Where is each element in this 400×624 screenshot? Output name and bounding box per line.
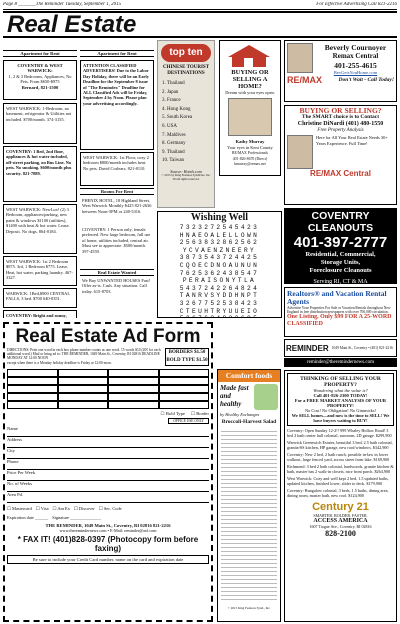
christine-ad	[284, 105, 397, 205]
border-option[interactable]: ☐ Border	[190, 411, 209, 416]
cleanouts-service: Storage Units,	[320, 259, 361, 266]
century21-phone: 828-2100	[325, 529, 356, 538]
coventry-ad-body: 1, 2 & 3 Bedrooms, Appliances, No Pets. From $650-$975	[8, 73, 72, 85]
agent-email: kmurray@remax.net	[234, 162, 266, 167]
form-field[interactable]	[7, 470, 209, 481]
reminder-ad-title: THINKING OF SELLING YOUR PROPERTY?	[300, 376, 381, 388]
fax-line: * FAX IT! (401)828-0397 (Photocopy form before faxing)	[17, 535, 199, 553]
ad-text: WEST WARWICK: 1st 2 Bedroom $875. 3rd, 1 Bedroom $775. Lease, Heat, hot water, parking laundry. 467-3327.	[6, 259, 73, 281]
wishing-well-row: 7323272545423	[179, 224, 260, 231]
wishing-well-row: CQOECDNOAUNUN	[179, 261, 260, 269]
column-header: Apartment for Rent	[3, 50, 77, 57]
wishing-well-row: 5437242264824	[179, 284, 260, 292]
classified-ad	[80, 225, 154, 269]
top-ten-box	[157, 40, 215, 208]
word-box[interactable]	[159, 401, 210, 409]
ad-text: WARWICK: 1Bed,$900 CENTRAL FALLS, 3 bed. $700 640-0351.	[6, 291, 70, 302]
buying-ad-title: BUYING OR SELLING A HOME?	[231, 69, 269, 90]
wishing-well-row: CTEUHTRYUUEIO	[179, 307, 260, 315]
word-box[interactable]	[7, 401, 58, 409]
word-box[interactable]	[108, 401, 159, 409]
classified-ad	[3, 256, 77, 286]
classified-ad	[80, 152, 154, 186]
word-box[interactable]	[108, 377, 159, 385]
word-box[interactable]	[159, 369, 210, 377]
payment-option[interactable]: ☐ Mastercard	[7, 506, 32, 511]
form-field[interactable]	[7, 481, 209, 492]
top-ten-item: 7. Maldives	[162, 132, 186, 138]
form-field-label: Price Per Week	[7, 470, 36, 475]
holiday-text: except when there is a Monday holiday deadline is Friday at 12:00 noon.	[7, 360, 112, 365]
agent-photo	[228, 98, 272, 136]
wishing-well-title: Wishing Well	[190, 212, 249, 223]
top-ten-item: 5. South Korea	[162, 115, 193, 121]
beverly-name: Beverly Cournoyer	[324, 43, 387, 52]
realtors-listing: One Listing, Only $99 FOR A 25-WORD CLASSIFIED	[287, 314, 392, 328]
ad-text: COVENTRY: 1 Bed, 2nd floor, appliances & hot water included, off-street parking, on Bus Line. No pets. No smoking. $600/month plus security. 821-7889.	[6, 149, 72, 176]
ad-text: WEST WARWICK: NewLux! (2) 3 Bedroom, appliances/parking, new paint & windows $1100 (utilities), $1400 with heat & hot water. Lease. Deposit. No dogs. 864-0184.	[6, 207, 70, 234]
signature-label: Signature	[52, 515, 70, 520]
price-box	[165, 348, 209, 366]
word-grid	[7, 369, 209, 409]
word-box[interactable]	[58, 369, 109, 377]
agent-photo	[287, 43, 313, 73]
comfort-foods-credit: © 2015 King Features Synd., Inc.	[227, 606, 271, 610]
cleanouts-services	[286, 251, 395, 275]
christine-name: Christine DiNardi (401) 480-1550	[297, 120, 384, 127]
coventry-ad-title: COVENTRY & WEST WARWICK:	[17, 63, 63, 74]
section-banner	[3, 11, 397, 38]
payment-option[interactable]: ☐ Am Ex	[52, 506, 70, 511]
word-box[interactable]	[58, 385, 109, 393]
wanted-header: Real Estate Wanted	[80, 269, 154, 276]
form-field-label: Address	[7, 437, 23, 442]
century21-company: ACCESS AMERICA	[313, 518, 368, 524]
form-field-label: Area Pd.	[7, 492, 24, 497]
word-box[interactable]	[159, 393, 210, 401]
word-box[interactable]	[7, 393, 58, 401]
recipe-text	[221, 428, 277, 603]
attention-notice	[80, 60, 154, 150]
wishing-well-row: 2563832862562	[179, 239, 260, 247]
ad-text: We Buy UNWANTED HOUSES Fast! Offer as-is. Cash. Any situation. Call today. 615-8703.	[82, 278, 151, 294]
wishing-well-row	[158, 315, 281, 318]
fax-note: Be sure to include your Credit Card number, name on the card and expiration date	[7, 555, 209, 564]
bold-price: BOLD TYPE $1.50	[166, 358, 208, 363]
listing-item: Coventry: New 2 bed, 2 bath ranch, possible in-law in lower walkout, large fenced yard, across street from lake. $169,900	[287, 452, 390, 462]
top-ten-item: 10. Taiwan	[162, 158, 185, 164]
christine-title: BUYING OR SELLING?	[299, 106, 382, 115]
agent-name: Kathy Murray	[235, 139, 265, 145]
ad-text: WEST WARWICK: 1-Bedroom, no basement, refrigerator & Utilities not included. $700/month. 374-3155.	[6, 106, 72, 122]
word-box[interactable]	[108, 385, 159, 393]
top-ten-title: top ten	[161, 44, 211, 62]
form-fields	[7, 426, 209, 503]
cleanouts-footer: Serving RI, CT & MA	[313, 279, 368, 284]
listing-item: West Warwick: Cozy and well kept 2 bed, 1.5 updated baths, updated kitchen, finished lower, slider to deck. $179,900	[287, 476, 389, 486]
top-ten-item: 8. Germany	[162, 141, 186, 147]
wishing-well-row: TANRVSYDDHNPT	[179, 292, 260, 300]
bold-type-option[interactable]: ☐ Bold Type	[160, 411, 185, 416]
payment-options	[7, 506, 209, 512]
top-ten-list	[158, 77, 214, 169]
property-listings	[287, 428, 394, 498]
listing-item: Richmond: 3 bed 2 bath colonial, hardwoods, granite kitchen & bath, master has 2 walk-in closets, nice front porch. $264,900	[287, 464, 394, 474]
ad-form-instructions	[7, 348, 162, 366]
instructions-text: DIRECTIONS: Print one word in each box phone number counts as one word. 15 words $10 (20¢ for each additional word.) Mail or bring ad to: THE REMINDER, 1049 Main St., Coventry, RI 02816 DEADLINE MONDAY AT 12:00 NOON	[7, 348, 161, 361]
ad-text: PHENIX HOTEL, 18 Highland Street, West Warwick Monthly $425 821-2636 between Noon-5PM or 240-5316.	[82, 198, 152, 214]
beverly-phone: 401-255-4615	[334, 61, 377, 70]
page-header-bar	[3, 2, 397, 10]
classified-ad	[80, 196, 154, 224]
realtors-title: Realtors® and Vacation Rental Agents	[287, 289, 387, 306]
top-ten-item: 4. Hong Kong	[162, 106, 191, 112]
form-field[interactable]	[7, 437, 209, 448]
christine-note: Here for All Your Real Estate Needs 30+ Years Experience. Full Time!	[316, 135, 388, 146]
realtors-body: Advertise Your Properties For Sale or Vacation Rentals throughout New England in free distribution newspapers with over 700,000 circulation.	[287, 306, 391, 315]
ad-text: WEST WARWICK: 1st Floor, cozy 2 bedroom $800/month includes heat. No pets. David Corlears. 821-8110.	[83, 155, 149, 171]
comfort-foods-title: Comfort foods	[218, 370, 280, 382]
reminder-address: 1049 Main St., Coventry • (401) 821-2216	[331, 346, 393, 350]
border-label: Border	[196, 411, 209, 416]
food-photo	[254, 384, 278, 410]
reminder-ad-line3: For a FREE MARKET ANALYSIS OF YOUR PROPERTY!	[294, 398, 387, 408]
buying-ad-sub: Dream with your eyes open.	[225, 90, 275, 95]
top-ten-item: 6. USA	[162, 123, 178, 129]
payment-option[interactable]: ☐ Sec. Code	[98, 506, 122, 511]
realtors-ad	[284, 287, 397, 337]
agent-phone: 401-826-8670 (Direct)	[232, 156, 268, 161]
column-header: Apartment for Rent	[80, 50, 154, 57]
word-box[interactable]	[108, 393, 159, 401]
agent-tagline: Your eyes in Kent County	[227, 144, 273, 150]
form-field[interactable]	[7, 459, 209, 470]
classified-ad	[3, 288, 77, 308]
top-ten-item: 1. Thailand	[162, 81, 185, 86]
payment-option[interactable]: ☐ Discover	[73, 506, 95, 511]
wishing-well-row: 3873543724425	[179, 254, 260, 262]
wishing-well-row: 7625362438547	[179, 269, 260, 277]
reminder-ad-line5: We SELL homes....and now is the time to SELL! We have buyers waiting to BUY!	[291, 413, 390, 423]
agent-company: RE/MAX Professionals	[232, 151, 268, 156]
ad-text: COVENTRY: 1 Person only, female preferred. New large bedroom, full use of home, utilities included, central air. Must see to appreciate. $500/month. 397-4559.	[82, 227, 151, 254]
word-box[interactable]	[7, 385, 58, 393]
remax-logo: RE/MAX Central	[310, 169, 371, 179]
cleanouts-title: COVENTRY CLEANOUTS	[307, 210, 374, 234]
remax-logo: RE/MAX	[287, 75, 323, 86]
comfort-foods	[217, 369, 281, 622]
apartment-column-1	[3, 50, 77, 318]
word-box[interactable]	[58, 377, 109, 385]
christine-free: Free Property Analysis	[317, 127, 364, 133]
form-field[interactable]	[7, 448, 209, 459]
page-header-left: Page 8 _______The Reminder Tuesday, September 1, 2015	[3, 2, 122, 7]
section-title: Real Estate	[7, 11, 137, 38]
office-use: OFFICE USE ONLY	[168, 418, 209, 424]
form-field-label: Phone	[7, 459, 19, 464]
word-box[interactable]	[58, 401, 109, 409]
word-box[interactable]	[159, 377, 210, 385]
wishing-well-row: PERAISONYTLA	[182, 277, 257, 285]
form-field-label: City	[7, 448, 15, 453]
coventry-ad	[3, 60, 77, 100]
top-ten-credit: © 2015 by King Features Syndicate, Inc. World rights reserved.	[161, 172, 211, 181]
beverly-company: Remax Central	[332, 52, 379, 60]
top-ten-item: 3. France	[162, 98, 181, 104]
word-box[interactable]	[7, 369, 58, 377]
beverly-ad	[284, 40, 397, 102]
house-icon	[222, 43, 276, 69]
attention-text: ATTENTION CLASSIFIED ADVERTISERS! Due to the Labor Day Holiday, there will be an Early Deadline for the September 8 issue of "The Reminder." Deadline for ALL Classified Ads will be Friday, September 4 by Noon. Please plan your advertising accordingly.	[83, 63, 149, 106]
wishing-well-grid	[158, 224, 281, 318]
century21-address: 1607 Tiogue Ave., Coventry, RI 02816	[309, 524, 372, 529]
form-footer-1: THE REMINDER, 1049 Main St., Coventry, RI 02816 821-2216	[45, 523, 171, 528]
century21-tagline: SMARTER. BOLDER. FASTER.	[313, 513, 368, 518]
signature-field[interactable]: Signature ______________	[52, 515, 101, 520]
buying-ad	[219, 40, 281, 176]
form-field[interactable]	[7, 492, 209, 503]
email-bar[interactable]: reminder@theremindernews.com	[284, 358, 397, 367]
word-box[interactable]	[7, 377, 58, 385]
classified-ad	[3, 204, 77, 254]
top-ten-item: 9. Thailand	[162, 149, 185, 155]
reminder-logo: REMINDER	[286, 343, 329, 353]
classified-ad	[80, 276, 154, 306]
rooms-header: Rooms For Rent	[80, 188, 154, 195]
classified-ad	[3, 146, 77, 202]
recipe-title: Broccoli-Harvest Salad	[221, 419, 277, 425]
word-box[interactable]	[108, 369, 159, 377]
form-footer-2: www.theremindernews.com • E-Mail: reminder@aol.com	[59, 528, 157, 533]
comfort-foods-subtitle: Made fast and healthy	[220, 384, 249, 408]
classified-ad	[3, 103, 77, 144]
word-box[interactable]	[159, 385, 210, 393]
expiration-label: Expiration date	[7, 515, 34, 520]
listing-item: Coventry: Bungalow colonial, 3 beds, 1.5 baths, dining area, dining room, master bath, new roof. $124,900	[287, 488, 389, 498]
reminder-ad-line4: No Cost! No Obligation! No Gimmicks!	[304, 408, 377, 413]
century21-ad	[284, 370, 397, 622]
payment-option[interactable]: ☐ Visa	[35, 506, 49, 511]
apartment-column-2	[80, 50, 154, 318]
classified-ad	[3, 310, 77, 318]
bold-type-label: Bold Type	[165, 411, 185, 416]
reminder-strip	[284, 339, 397, 357]
cleanouts-ad	[284, 208, 397, 284]
expiration-field[interactable]: Expiration date ______	[7, 515, 49, 520]
reminder-ad-line2: Call 401-826-2300 TODAY!	[313, 393, 368, 398]
beverly-slogan: Don't Wait - Call Today!	[338, 77, 394, 84]
ad-form-title: Real Estate Ad Form	[15, 326, 201, 347]
wishing-well	[157, 211, 282, 318]
word-box[interactable]	[58, 393, 109, 401]
wishing-well-row: YCVAENZNEERY	[182, 246, 257, 254]
cleanouts-phone: 401-397-2777	[293, 234, 388, 251]
comfort-foods-by: by Healthy Exchanges	[220, 412, 260, 417]
top-ten-source: Source: Hotels.com	[170, 168, 202, 174]
beverly-site[interactable]: BevGetsYouHome.com	[333, 70, 378, 75]
ad-form	[3, 322, 213, 622]
ad-text: COVENTRY: Bright and sunny,	[6, 313, 67, 318]
top-ten-subtitle: CHINESE TOURIST DESTINATIONS	[162, 65, 210, 76]
top-ten-item: 2. Japan	[162, 89, 179, 95]
coventry-ad-name: Bernard, 821-1500	[21, 84, 59, 90]
borders-price: BORDERS $1.50	[168, 350, 206, 355]
christine-line2: The SMART choice is to Contact	[301, 114, 380, 121]
page-header-right: For Effective Advertising Call 821-2216	[316, 2, 397, 7]
agent-photo	[287, 135, 313, 169]
wishing-well-row: HNAEOALELLOWN	[179, 231, 260, 239]
cleanouts-service: Foreclosure Cleanouts	[309, 267, 372, 274]
century21-logo: Century 21	[312, 501, 369, 513]
form-field-label: Name	[7, 426, 18, 431]
reminder-ad-line1: Wondering what the value is?	[313, 388, 368, 393]
listing-item: Coventry: Open Sunday 12-2!! 999 Whaley Hollow Road! 3 bed 2 bath center hall colonial, sunroom, 2D garage. $299,900	[287, 428, 392, 438]
cleanouts-service: Residential, Commercial,	[305, 251, 376, 258]
listing-item: Warwick Greenwich Estates, beautiful 3 bed, 2.5 bath colonial, granite/SS kitchen, HP garage, new roof/windows. $342,900	[287, 440, 393, 450]
form-field[interactable]	[7, 426, 209, 437]
form-field-label: No. of Weeks	[7, 481, 32, 486]
wishing-well-row: 3267752538423	[179, 299, 260, 307]
